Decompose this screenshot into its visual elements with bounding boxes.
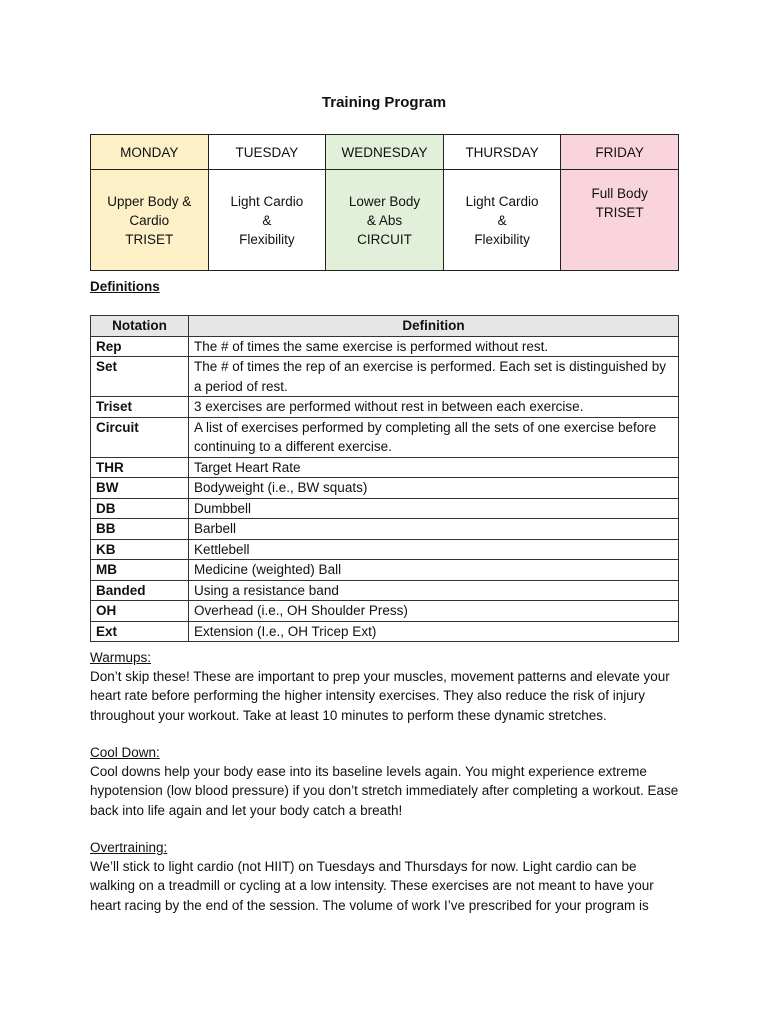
session-line: Light Cardio — [230, 193, 304, 209]
day-tuesday: TUESDAY — [208, 135, 326, 170]
page-title: Training Program — [321, 94, 447, 111]
table-row — [91, 601, 679, 622]
overtraining-text: We’ll stick to light cardio (not HIIT) on Tuesdays and Thursdays for now. Light cardio can be walking on a treadmill or cycling at a low intensity. These exercises are not meant to have your heart racing by the end of the session. The volume of work I’ve prescribed for your program is — [90, 859, 654, 913]
cooldown-text: Cool downs help your body ease into its baseline levels again. You might experience extreme hypotension (low blood pressure) if you don’t stretch immediately after completing a workout. Ease back into life again and let your body catch a breath! — [90, 764, 679, 818]
table-row — [91, 621, 679, 642]
session-line: Cardio — [129, 212, 170, 228]
definition-cell: A list of exercises performed by completing all the sets of one exercise before continuing to a different exercise. — [189, 417, 679, 457]
session-line: Flexibility — [239, 231, 295, 247]
warmups-text: Don’t skip these! These are important to prep your muscles, movement patterns and elevate your heart rate before performing the higher intensity exercises. They also reduce the risk of injury throughout your workout. Take at least 10 minutes to perform these dynamic stretches. — [90, 669, 670, 723]
session-line: Flexibility — [474, 231, 530, 247]
notation-cell: Set — [91, 357, 189, 397]
notation-cell: OH — [91, 601, 189, 622]
session-line: & Abs — [366, 212, 403, 228]
notation-cell: BW — [91, 478, 189, 499]
day-thursday: THURSDAY — [443, 135, 561, 170]
notation-cell: Triset — [91, 397, 189, 418]
definition-cell: Barbell — [189, 519, 679, 540]
definitions-table — [90, 315, 679, 642]
session-line: & — [497, 212, 507, 228]
table-row — [91, 357, 679, 397]
definition-cell: Dumbbell — [189, 498, 679, 519]
definition-cell: Kettlebell — [189, 539, 679, 560]
table-row — [91, 519, 679, 540]
definition-cell: 3 exercises are performed without rest in between each exercise. — [189, 397, 679, 418]
session-line: CIRCUIT — [357, 231, 412, 247]
column-header-definition: Definition — [189, 316, 679, 337]
table-row — [91, 417, 679, 457]
notation-cell: KB — [91, 539, 189, 560]
notation-cell: BB — [91, 519, 189, 540]
day-friday: FRIDAY — [561, 135, 679, 170]
session-line: Light Cardio — [465, 193, 539, 209]
table-row — [91, 560, 679, 581]
table-row — [91, 478, 679, 499]
day-wednesday: WEDNESDAY — [326, 135, 444, 170]
schedule-session-row — [91, 170, 679, 271]
warmups-heading: Warmups: — [90, 650, 152, 665]
table-row — [91, 580, 679, 601]
session-line: TRISET — [125, 231, 174, 247]
schedule-header-row — [91, 135, 679, 170]
notation-cell: THR — [91, 457, 189, 478]
session-line: Full Body — [591, 186, 648, 201]
definitions-header-row — [91, 316, 679, 337]
session-thursday — [443, 170, 561, 271]
table-row — [91, 457, 679, 478]
notation-cell: Banded — [91, 580, 189, 601]
cooldown-section — [90, 743, 680, 820]
notation-cell: Circuit — [91, 417, 189, 457]
column-header-notation: Notation — [91, 316, 189, 337]
definitions-heading: Definitions — [90, 279, 160, 294]
session-line: Lower Body — [348, 193, 421, 209]
definition-cell: Medicine (weighted) Ball — [189, 560, 679, 581]
definition-cell: The # of times the same exercise is performed without rest. — [189, 336, 679, 357]
definition-cell: Extension (I.e., OH Tricep Ext) — [189, 621, 679, 642]
table-row — [91, 539, 679, 560]
overtraining-section — [90, 838, 680, 915]
notation-cell: DB — [91, 498, 189, 519]
warmups-section — [90, 648, 680, 725]
table-row — [91, 397, 679, 418]
notation-cell: Ext — [91, 621, 189, 642]
definition-cell: Bodyweight (i.e., BW squats) — [189, 478, 679, 499]
overtraining-heading: Overtraining: — [90, 840, 168, 855]
definition-cell: The # of times the rep of an exercise is performed. Each set is distinguished by a period of rest. — [189, 357, 679, 397]
table-row — [91, 498, 679, 519]
session-line: TRISET — [595, 205, 644, 220]
table-row — [91, 336, 679, 357]
cooldown-heading: Cool Down: — [90, 745, 160, 760]
definition-cell: Overhead (i.e., OH Shoulder Press) — [189, 601, 679, 622]
notation-cell: Rep — [91, 336, 189, 357]
session-wednesday — [326, 170, 444, 271]
session-tuesday — [208, 170, 326, 271]
definition-cell: Target Heart Rate — [189, 457, 679, 478]
definition-cell: Using a resistance band — [189, 580, 679, 601]
session-friday — [561, 170, 679, 271]
day-monday: MONDAY — [91, 135, 209, 170]
notation-cell: MB — [91, 560, 189, 581]
session-line: Upper Body & — [107, 193, 192, 209]
weekly-schedule-table — [90, 134, 679, 271]
session-line: & — [262, 212, 272, 228]
session-monday — [91, 170, 209, 271]
